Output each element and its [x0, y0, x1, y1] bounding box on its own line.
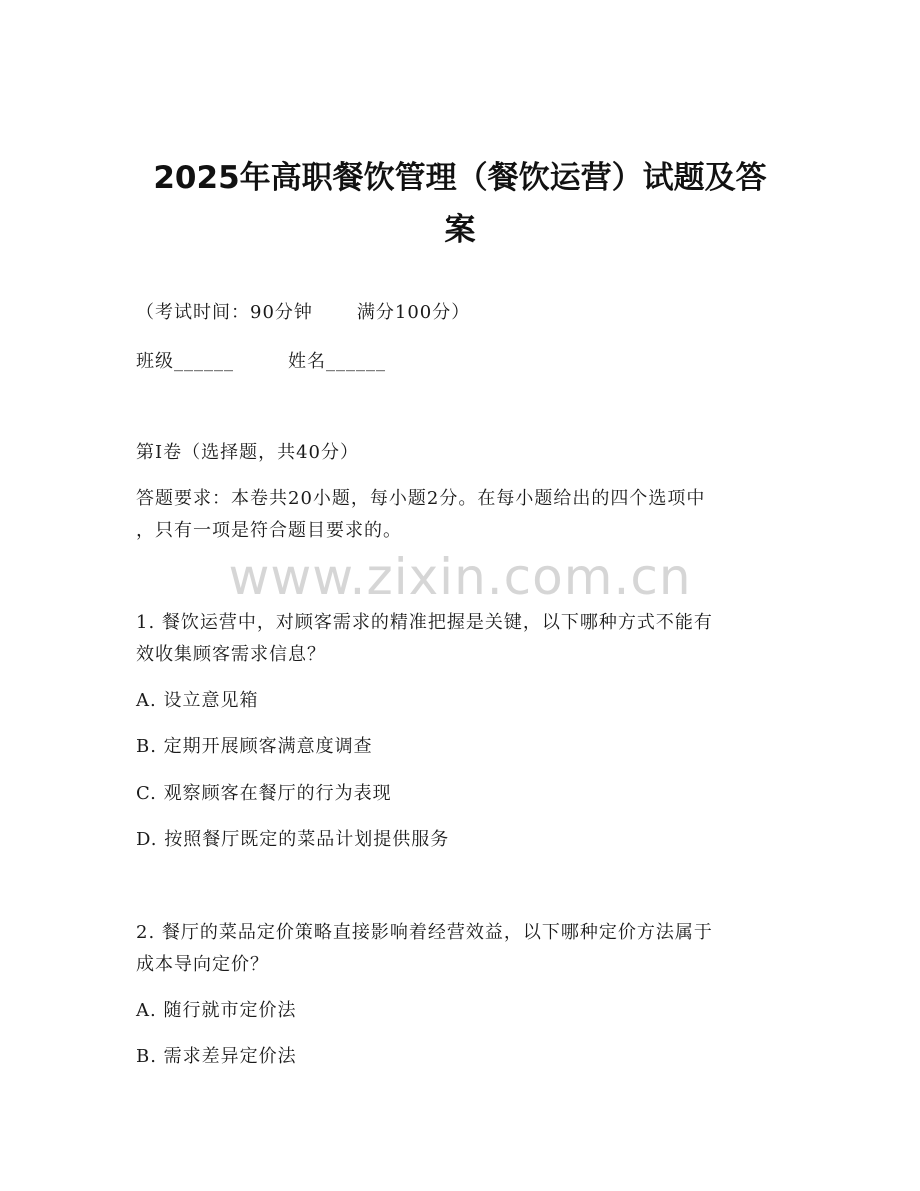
exam-title-continued: 案	[444, 212, 476, 248]
student-info	[136, 350, 386, 374]
question-1-option-b: B. 定期开展顾客满意度调查	[136, 736, 373, 757]
question-2-stem: 2. 餐厅的菜品定价策略直接影响着经营效益，以下哪种定价方法属于	[136, 922, 713, 943]
question-2-option-b: B. 需求差异定价法	[136, 1046, 297, 1067]
question-1-option-c: C. 观察顾客在餐厅的行为表现	[136, 783, 392, 804]
question-2-option-a: A. 随行就市定价法	[136, 1000, 297, 1021]
watermark: www.zixin.com.cn	[228, 548, 692, 606]
exam-time: （考试时间：90分钟	[136, 302, 313, 323]
question-1-option-d: D. 按照餐厅既定的菜品计划提供服务	[136, 829, 450, 850]
question-1-stem: 1. 餐饮运营中，对顾客需求的精准把握是关键，以下哪种方式不能有	[136, 612, 713, 633]
exam-info	[136, 301, 470, 325]
exam-title: 2025年高职餐饮管理（餐饮运营）试题及答	[153, 160, 767, 196]
section-heading: 第Ⅰ卷（选择题，共40分）	[136, 442, 360, 463]
question-1-stem-continued: 效收集顾客需求信息？	[136, 644, 326, 665]
question-2-stem-continued: 成本导向定价？	[136, 954, 269, 975]
instructions-line-1: 答题要求：本卷共20小题，每小题2分。在每小题给出的四个选项中	[136, 488, 706, 509]
exam-total-score: 满分100分）	[356, 302, 471, 323]
class-field: 班级______	[136, 351, 234, 372]
name-field: 姓名______	[288, 351, 386, 372]
instructions-line-2: ，只有一项是符合题目要求的。	[136, 520, 402, 541]
question-1-option-a: A. 设立意见箱	[136, 690, 259, 711]
